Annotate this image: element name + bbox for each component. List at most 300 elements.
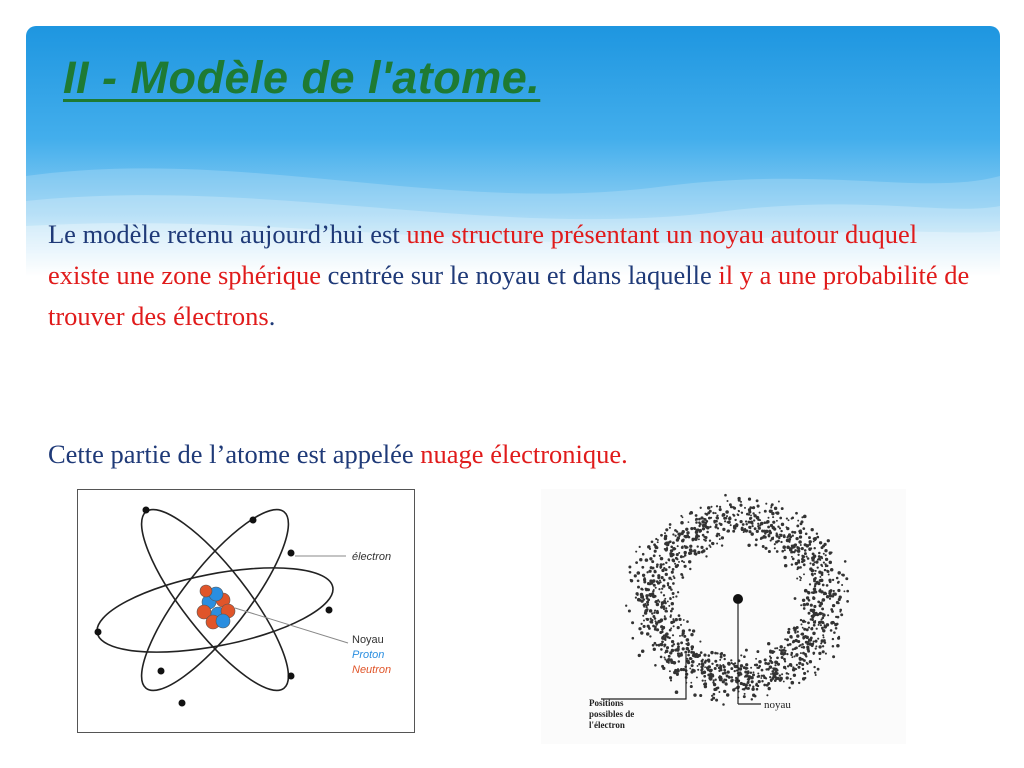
cloud-dot (784, 638, 786, 640)
cloud-dot (706, 666, 709, 669)
cloud-dot (783, 666, 786, 669)
cloud-dot (677, 536, 680, 539)
cloud-dot (697, 669, 699, 671)
cloud-dot (635, 561, 638, 564)
cloud-dot (653, 554, 656, 557)
cloud-dot (817, 668, 820, 671)
cloud-dot (780, 530, 782, 532)
cloud-dot (635, 551, 637, 553)
cloud-dot (808, 536, 811, 539)
cloud-dot (814, 539, 816, 541)
cloud-dot (777, 525, 779, 527)
cloud-dot (667, 600, 669, 602)
cloud-dot (748, 675, 751, 678)
cloud-dot (724, 672, 726, 674)
cloud-dot (641, 566, 644, 569)
cloud-dot (814, 671, 816, 673)
cloud-dot (675, 565, 678, 568)
cloud-dot (652, 625, 655, 628)
cloud-dot (664, 598, 666, 600)
cloud-dot (766, 520, 769, 523)
cloud-dot (703, 664, 705, 666)
cloud-dot (796, 524, 799, 527)
cloud-dot (642, 574, 645, 577)
cloud-dot (812, 610, 815, 613)
cloud-dot (726, 500, 728, 502)
cloud-dot (653, 543, 656, 546)
cloud-dot (725, 517, 727, 519)
cloud-dot (799, 579, 801, 581)
cloud-dot (656, 603, 659, 606)
cloud-dot (773, 672, 776, 675)
cloud-dot (806, 643, 808, 645)
cloud-dot (718, 667, 721, 670)
cloud-dot (661, 665, 664, 668)
text-segment: une structure présentant un noyau autour duquel existe une zone sphérique (48, 219, 918, 290)
cloud-dot (647, 582, 650, 585)
electron-dot (288, 673, 295, 680)
cloud-dot (845, 577, 848, 580)
cloud-dot (783, 681, 785, 683)
cloud-dot (704, 685, 707, 688)
cloud-dot (748, 498, 751, 501)
cloud-dot (743, 531, 745, 533)
cloud-dot (836, 577, 839, 580)
cloud-dot (682, 632, 685, 635)
cloud-dot (721, 544, 723, 546)
cloud-dot (820, 602, 823, 605)
cloud-dot (651, 540, 654, 543)
slide-title: II - Modèle de l'atome. (63, 52, 541, 103)
cloud-dot (665, 528, 668, 531)
cloud-dot (711, 695, 713, 697)
cloud-dot (680, 641, 683, 644)
cloud-dot (814, 573, 816, 575)
cloud-dot (663, 643, 666, 646)
cloud-dot (795, 627, 798, 630)
cloud-dot (750, 515, 752, 517)
cloud-dot (781, 673, 783, 675)
cloud-dot (836, 601, 839, 604)
cloud-dot (651, 619, 653, 621)
cloud-dot (660, 591, 662, 593)
cloud-dot (812, 574, 814, 576)
cloud-dot (765, 503, 767, 505)
cloud-dot (628, 566, 631, 569)
cloud-dot (683, 535, 686, 538)
cloud-dot (817, 582, 820, 585)
cloud-dot (686, 658, 688, 660)
cloud-dot (823, 553, 825, 555)
cloud-dot (654, 570, 656, 572)
cloud-dot (791, 563, 793, 565)
cloud-dot (819, 658, 821, 660)
cloud-dot (822, 617, 824, 619)
cloud-dot (732, 530, 735, 533)
cloud-dot (824, 549, 827, 552)
cloud-dot (756, 499, 759, 502)
cloud-dot (682, 516, 684, 518)
cloud-dot (664, 535, 667, 538)
cloud-dot (648, 570, 651, 573)
cloud-dot (798, 645, 800, 647)
cloud-dot (676, 531, 678, 533)
cloud-dot (801, 646, 803, 648)
cloud-dot (643, 578, 646, 581)
cloud-dot (655, 547, 657, 549)
cloud-dot (657, 539, 659, 541)
cloud-dot (684, 651, 687, 654)
cloud-dot (745, 523, 747, 525)
cloud-dot (664, 657, 666, 659)
cloud-dot (797, 631, 799, 633)
cloud-dot (796, 655, 798, 657)
cloud-dot (751, 680, 754, 683)
cloud-dot (740, 664, 743, 667)
cloud-dot (778, 537, 780, 539)
cloud-dot (758, 660, 762, 664)
cloud-dot (667, 636, 670, 639)
cloud-dot (760, 538, 762, 540)
cloud-dot (660, 656, 663, 659)
cloud-dot (802, 620, 805, 623)
cloud-dot (658, 588, 660, 590)
cloud-dot (672, 634, 674, 636)
cloud-dot (816, 628, 818, 630)
cloud-dot (690, 527, 693, 530)
cloud-dot (826, 623, 829, 626)
cloud-dot (670, 679, 672, 681)
cloud-dot (807, 670, 809, 672)
cloud-dot (807, 622, 810, 625)
cloud-dot (668, 655, 671, 658)
cloud-dot (777, 663, 780, 666)
cloud-dot (803, 628, 806, 631)
cloud-dot (645, 558, 649, 562)
cloud-dot (714, 667, 717, 670)
cloud-dot (651, 621, 654, 624)
cloud-dot (709, 544, 711, 546)
cloud-dot (833, 590, 835, 592)
cloud-dot (663, 608, 665, 610)
electron-dot (288, 550, 295, 557)
cloud-dot (664, 652, 666, 654)
cloud-dot (673, 625, 675, 627)
cloud-dot (678, 618, 681, 621)
cloud-dot (743, 695, 746, 698)
cloud-dot (835, 616, 837, 618)
cloud-dot (724, 494, 727, 497)
cloud-dot (702, 680, 704, 682)
cloud-dot (846, 590, 849, 593)
cloud-dot (674, 563, 676, 565)
cloud-dot (669, 676, 672, 679)
cloud-dot (645, 603, 647, 605)
cloud-dot (740, 520, 743, 523)
cloud-dot (794, 597, 797, 600)
cloud-dot (796, 577, 798, 579)
cloud-dot (757, 505, 760, 508)
cloud-dot (805, 532, 808, 535)
cloud-dot (797, 554, 799, 556)
cloud-dot (703, 654, 706, 657)
cloud-dot (826, 595, 829, 598)
cloud-dot (710, 651, 713, 654)
cloud-dot (703, 675, 706, 678)
cloud-dot (661, 588, 663, 590)
cloud-dot (684, 546, 687, 549)
cloud-dot (748, 521, 751, 524)
cloud-dot (683, 561, 685, 563)
cloud-dot (767, 526, 770, 529)
cloud-dot (678, 660, 681, 663)
cloud-dot (678, 561, 680, 563)
cloud-dot (642, 589, 644, 591)
label-noyau: Noyau (352, 634, 384, 646)
cloud-dot (645, 606, 647, 608)
cloud-dot (625, 605, 627, 607)
cloud-dot (676, 553, 679, 556)
cloud-dot (776, 550, 779, 553)
cloud-dot (818, 571, 821, 574)
cloud-dot (838, 598, 841, 601)
cloud-dot (713, 693, 716, 696)
cloud-dot (798, 662, 801, 665)
cloud-dot (799, 529, 802, 532)
cloud-dot (652, 574, 655, 577)
cloud-dot (672, 582, 675, 585)
cloud-dot (841, 574, 843, 576)
cloud-dot (700, 666, 703, 669)
cloud-dot (837, 571, 840, 574)
cloud-dot (672, 559, 675, 562)
cloud-dot (806, 556, 808, 558)
cloud-dot (757, 676, 759, 678)
cloud-dot (663, 637, 666, 640)
cloud-dot (743, 688, 746, 691)
cloud-dot (798, 682, 800, 684)
cloud-dot (772, 521, 775, 524)
cloud-dot (761, 680, 763, 682)
cloud-dot (800, 619, 802, 621)
cloud-dot (699, 523, 701, 525)
cloud-dot (638, 654, 641, 657)
cloud-dot (818, 552, 821, 555)
cloud-dot (670, 588, 673, 591)
cloud-dot (702, 659, 704, 661)
cloud-dot (670, 546, 673, 549)
atom-model-figure (77, 489, 415, 733)
cloud-dot (788, 541, 790, 543)
cloud-dot (803, 559, 806, 562)
cloud-dot (813, 580, 816, 583)
cloud-dot (635, 597, 637, 599)
cloud-dot (775, 512, 777, 514)
cloud-dot (700, 507, 702, 509)
cloud-dot (671, 579, 673, 581)
cloud-dot (666, 646, 669, 649)
cloud-dot (655, 587, 657, 589)
cloud-dot (739, 504, 742, 507)
cloud-dot (774, 679, 777, 682)
cloud-dot (729, 516, 731, 518)
cloud-dot (715, 512, 717, 514)
cloud-dot (747, 667, 749, 669)
cloud-dot (699, 641, 701, 643)
cloud-dot (764, 510, 767, 513)
cloud-dot (803, 563, 806, 566)
cloud-dot (662, 584, 665, 587)
nucleus (197, 585, 235, 629)
cloud-dot (681, 530, 684, 533)
cloud-dot (672, 541, 675, 544)
cloud-dot (832, 604, 835, 607)
cloud-dot (745, 520, 747, 522)
cloud-dot (631, 621, 634, 624)
cloud-dot (827, 539, 830, 542)
cloud-dot (634, 574, 637, 577)
cloud-dot (810, 604, 813, 607)
cloud-dot (786, 526, 788, 528)
cloud-dot (744, 507, 746, 509)
cloud-dot (680, 555, 683, 558)
cloud-dot (753, 671, 755, 673)
cloud-dot (661, 576, 664, 579)
cloud-dot (746, 688, 748, 690)
cloud-dot (814, 640, 817, 643)
cloud-dot (630, 579, 632, 581)
cloud-dot (709, 526, 711, 528)
cloud-dot (716, 652, 718, 654)
cloud-dot (761, 675, 763, 677)
cloud-dot (678, 614, 681, 617)
cloud-dot (822, 599, 824, 601)
text-segment: centrée sur le noyau et dans laquelle (321, 260, 719, 290)
cloud-dot (672, 620, 675, 623)
cloud-dot (837, 589, 840, 592)
cloud-dot (649, 609, 653, 613)
cloud-dot (702, 534, 705, 537)
cloud-dot (705, 525, 708, 528)
cloud-dot (756, 516, 760, 520)
cloud-dot (654, 664, 657, 667)
cloud-dot (818, 645, 821, 648)
electron-dot (250, 517, 257, 524)
electron-dot (158, 668, 165, 675)
cloud-dot (812, 643, 814, 645)
cloud-dot (695, 536, 698, 539)
cloud-dot (645, 609, 648, 612)
cloud-dot (641, 649, 644, 652)
cloud-dot (811, 617, 813, 619)
cloud-dot (799, 535, 802, 538)
cloud-dot (809, 549, 811, 551)
cloud-dot (836, 623, 839, 626)
cloud-dot (676, 672, 679, 675)
cloud-dot (684, 565, 687, 568)
cloud-dot (832, 645, 835, 648)
cloud-dot (704, 539, 707, 542)
cloud-dot (719, 522, 721, 524)
cloud-dot (642, 615, 644, 617)
cloud-dot (727, 529, 730, 532)
cloud-dot (727, 662, 730, 665)
cloud-dot (821, 557, 823, 559)
cloud-dot (730, 505, 733, 508)
cloud-dot (843, 590, 845, 592)
cloud-dot (637, 571, 641, 575)
cloud-dot (802, 652, 805, 655)
cloud-dot (794, 655, 796, 657)
cloud-dot (643, 620, 645, 622)
cloud-dot (745, 649, 748, 652)
cloud-dot (730, 524, 732, 526)
cloud-dot (690, 633, 693, 636)
cloud-dot (808, 612, 811, 615)
cloud-dot (643, 625, 646, 628)
cloud-dot (822, 650, 825, 653)
cloud-dot (759, 512, 761, 514)
cloud-dot (670, 614, 672, 616)
cloud-dot (641, 595, 644, 598)
cloud-dot (814, 585, 816, 587)
cloud-dot (763, 684, 766, 687)
cloud-dot (698, 663, 700, 665)
cloud-dot (831, 621, 834, 624)
cloud-dot (796, 634, 799, 637)
cloud-dot (679, 635, 681, 637)
cloud-dot (742, 523, 745, 526)
cloud-dot (800, 544, 802, 546)
cloud-dot (663, 634, 665, 636)
cloud-dot (801, 643, 804, 646)
cloud-dot (677, 626, 680, 629)
cloud-dot (774, 547, 776, 549)
cloud-dot (796, 664, 798, 666)
cloud-dot (716, 543, 718, 545)
cloud-dot (806, 544, 809, 547)
cloud-dot (815, 570, 817, 572)
cloud-dot (666, 659, 670, 663)
label-neutron: Neutron (352, 664, 392, 676)
cloud-dot (752, 686, 754, 688)
cloud-dot (690, 685, 693, 688)
cloud-dot (691, 669, 694, 672)
cloud-dot (822, 634, 824, 636)
cloud-dot (694, 655, 697, 658)
cloud-dot (695, 521, 698, 524)
nucleus-dot (733, 594, 743, 604)
cloud-dot (675, 595, 677, 597)
cloud-dot (687, 654, 690, 657)
cloud-dot (686, 638, 690, 642)
cloud-dot (824, 641, 827, 644)
cloud-dot (821, 607, 824, 610)
cloud-dot (671, 640, 674, 643)
cloud-dot (658, 601, 660, 603)
cloud-dot (779, 534, 781, 536)
cloud-dot (734, 665, 737, 668)
cloud-dot (643, 606, 645, 608)
cloud-dot (669, 658, 672, 661)
cloud-dot (818, 589, 821, 592)
cloud-dot (690, 682, 692, 684)
cloud-dot (681, 576, 684, 579)
cloud-dot (750, 532, 753, 535)
cloud-dot (648, 626, 650, 628)
cloud-dot (685, 528, 688, 531)
cloud-dot (782, 649, 785, 652)
